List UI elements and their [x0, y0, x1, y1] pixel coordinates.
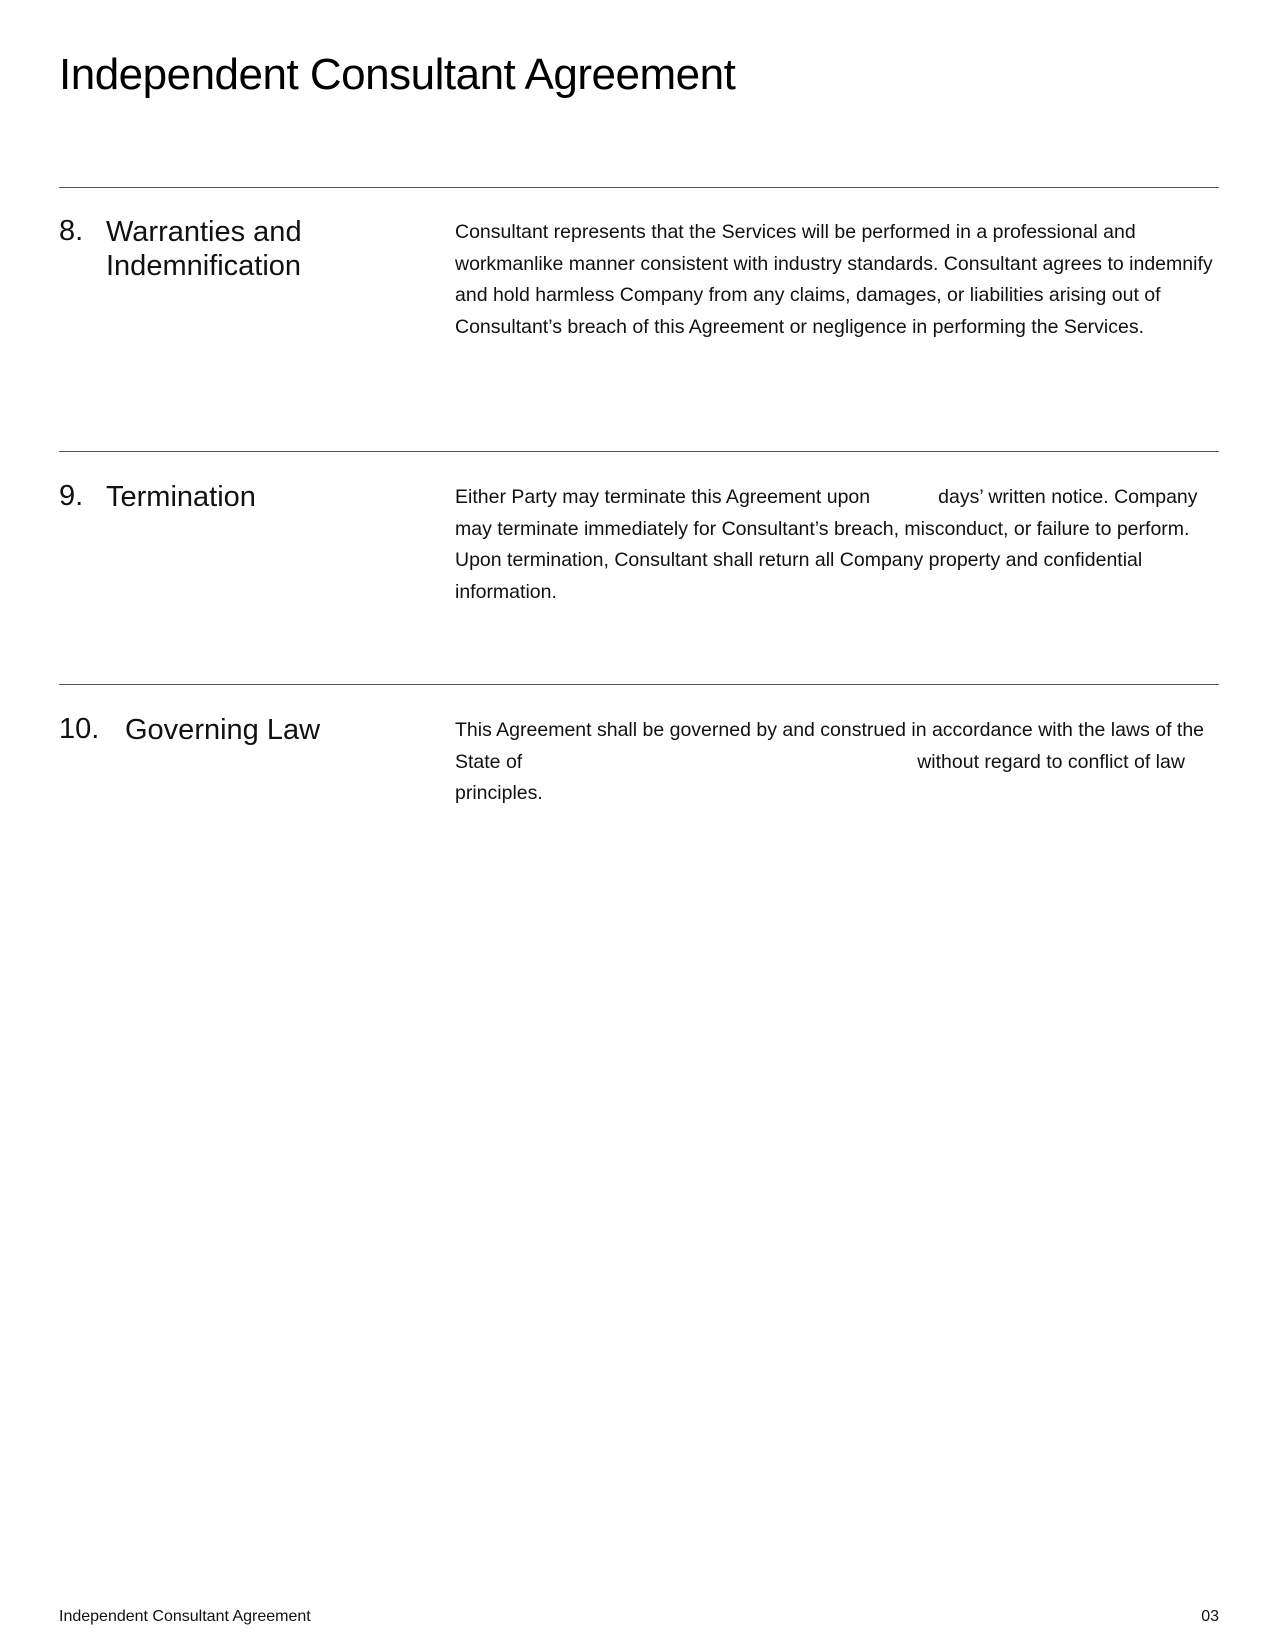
body-text: without regard to conflict of law principles.	[455, 750, 1185, 804]
body-text: Either Party may terminate this Agreement upon	[455, 486, 871, 508]
section-number: 10.	[59, 713, 100, 745]
section-number: 9.	[59, 480, 84, 512]
divider	[59, 684, 1219, 685]
body-text: This Agreement shall be governed by and construed in accordance with the laws of the State of	[455, 719, 1205, 773]
section-number: 8.	[59, 215, 84, 247]
page-number: 03	[1201, 1608, 1219, 1625]
page-title: Independent Consultant Agreement	[59, 50, 736, 99]
divider	[59, 187, 1219, 188]
section-body	[455, 482, 1225, 608]
section-body: Consultant represents that the Services will be performed in a professional and workmanlike manner consistent with industry standards. Consultant agrees to indemnify and hold harmless Company from any claims, damages, or liabilities arising out of Consultant’s breach of this Agreement or negligence in performing the Services.	[455, 221, 1213, 338]
footer-title: Independent Consultant Agreement	[59, 1608, 311, 1625]
divider	[59, 451, 1219, 452]
section-heading: Termination	[106, 481, 256, 513]
section-heading: Governing Law	[125, 714, 321, 746]
body-text: days’ written notice. Company may terminate immediately for Consultant’s breach, misconduct, or failure to perform. Upon termination, Consultant shall return all Company property and confidential information.	[455, 486, 1198, 603]
section-heading: Warranties and Indemnification	[106, 216, 302, 282]
section-body	[455, 715, 1235, 810]
